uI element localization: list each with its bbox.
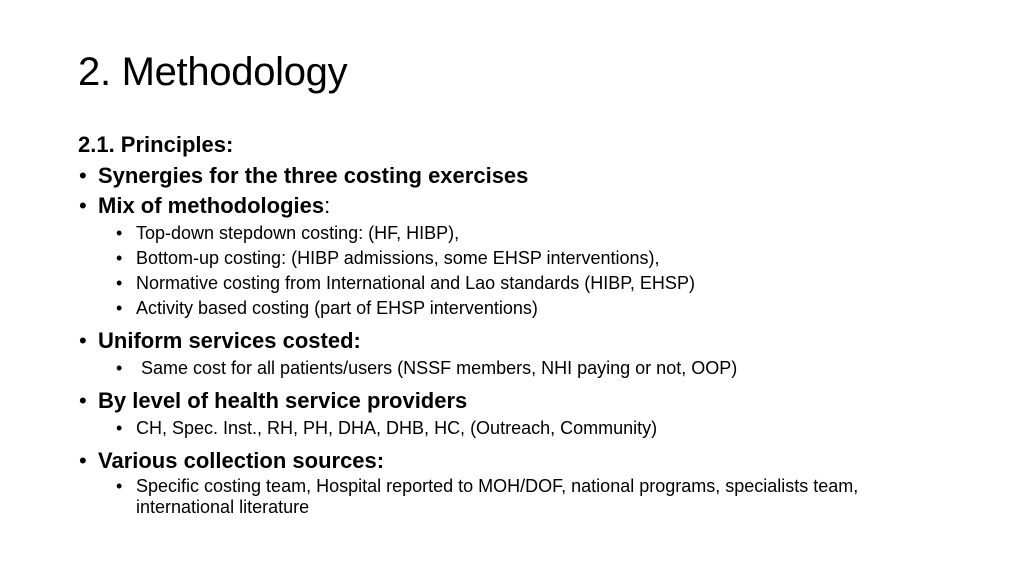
sub-bullet-text: Top-down stepdown costing: (HF, HIBP), <box>136 223 460 243</box>
bullet-icon: • <box>79 193 87 218</box>
bullet-item-text: Various collection sources: <box>98 448 385 473</box>
sub-bullet-text: Same cost for all patients/users (NSSF members, NHI paying or not, OOP) <box>141 358 738 378</box>
sub-bullet-text: Normative costing from International and Lao standards (HIBP, EHSP) <box>136 273 695 293</box>
sub-bullet-item <box>78 221 978 246</box>
sub-bullet-icon: • <box>116 248 123 268</box>
sub-bullet-item <box>78 476 978 518</box>
sub-bullet-icon: • <box>116 358 123 378</box>
bullet-item-suffix: : <box>324 193 331 218</box>
bullet-icon: • <box>79 163 87 188</box>
section-heading: 2.1. Principles: <box>78 132 234 157</box>
sub-bullet-text: Activity based costing (part of EHSP interventions) <box>136 298 538 318</box>
bullet-item-text: By level of health service providers <box>98 388 468 413</box>
bullet-item-synergies <box>78 161 978 191</box>
sub-bullet-item <box>78 416 978 441</box>
sub-bullet-icon: • <box>116 223 123 243</box>
bullet-item-mix-of-methodologies <box>78 191 978 221</box>
sub-bullet-icon: • <box>116 418 123 438</box>
bullet-item-text: Uniform services costed: <box>98 328 361 353</box>
sub-bullet-icon: • <box>116 298 123 318</box>
slide-title: 2. Methodology <box>78 50 348 94</box>
sub-bullet-icon: • <box>116 476 123 496</box>
bullet-item-text: Synergies for the three costing exercises <box>98 163 529 188</box>
bullet-icon: • <box>79 388 87 413</box>
bullet-icon: • <box>79 328 87 353</box>
slide-content <box>78 129 978 518</box>
sub-bullet-icon: • <box>116 273 123 293</box>
bullet-item-uniform-services <box>78 326 978 356</box>
bullet-item-text: Mix of methodologies <box>98 193 325 218</box>
sub-bullet-text: Specific costing team, Hospital reported to MOH/DOF, national programs, specialists team, international literature <box>136 476 859 517</box>
bullet-icon: • <box>79 448 87 473</box>
bullet-item-provider-levels <box>78 386 978 416</box>
sub-bullet-text: CH, Spec. Inst., RH, PH, DHA, DHB, HC, (Outreach, Community) <box>136 418 658 438</box>
bullet-item-collection-sources <box>78 446 978 476</box>
sub-bullet-text: Bottom-up costing: (HIBP admissions, some EHSP interventions), <box>136 248 660 268</box>
sub-bullet-item <box>78 271 978 296</box>
sub-bullet-item <box>78 246 978 271</box>
sub-bullet-item <box>78 356 978 381</box>
sub-bullet-item <box>78 296 978 321</box>
